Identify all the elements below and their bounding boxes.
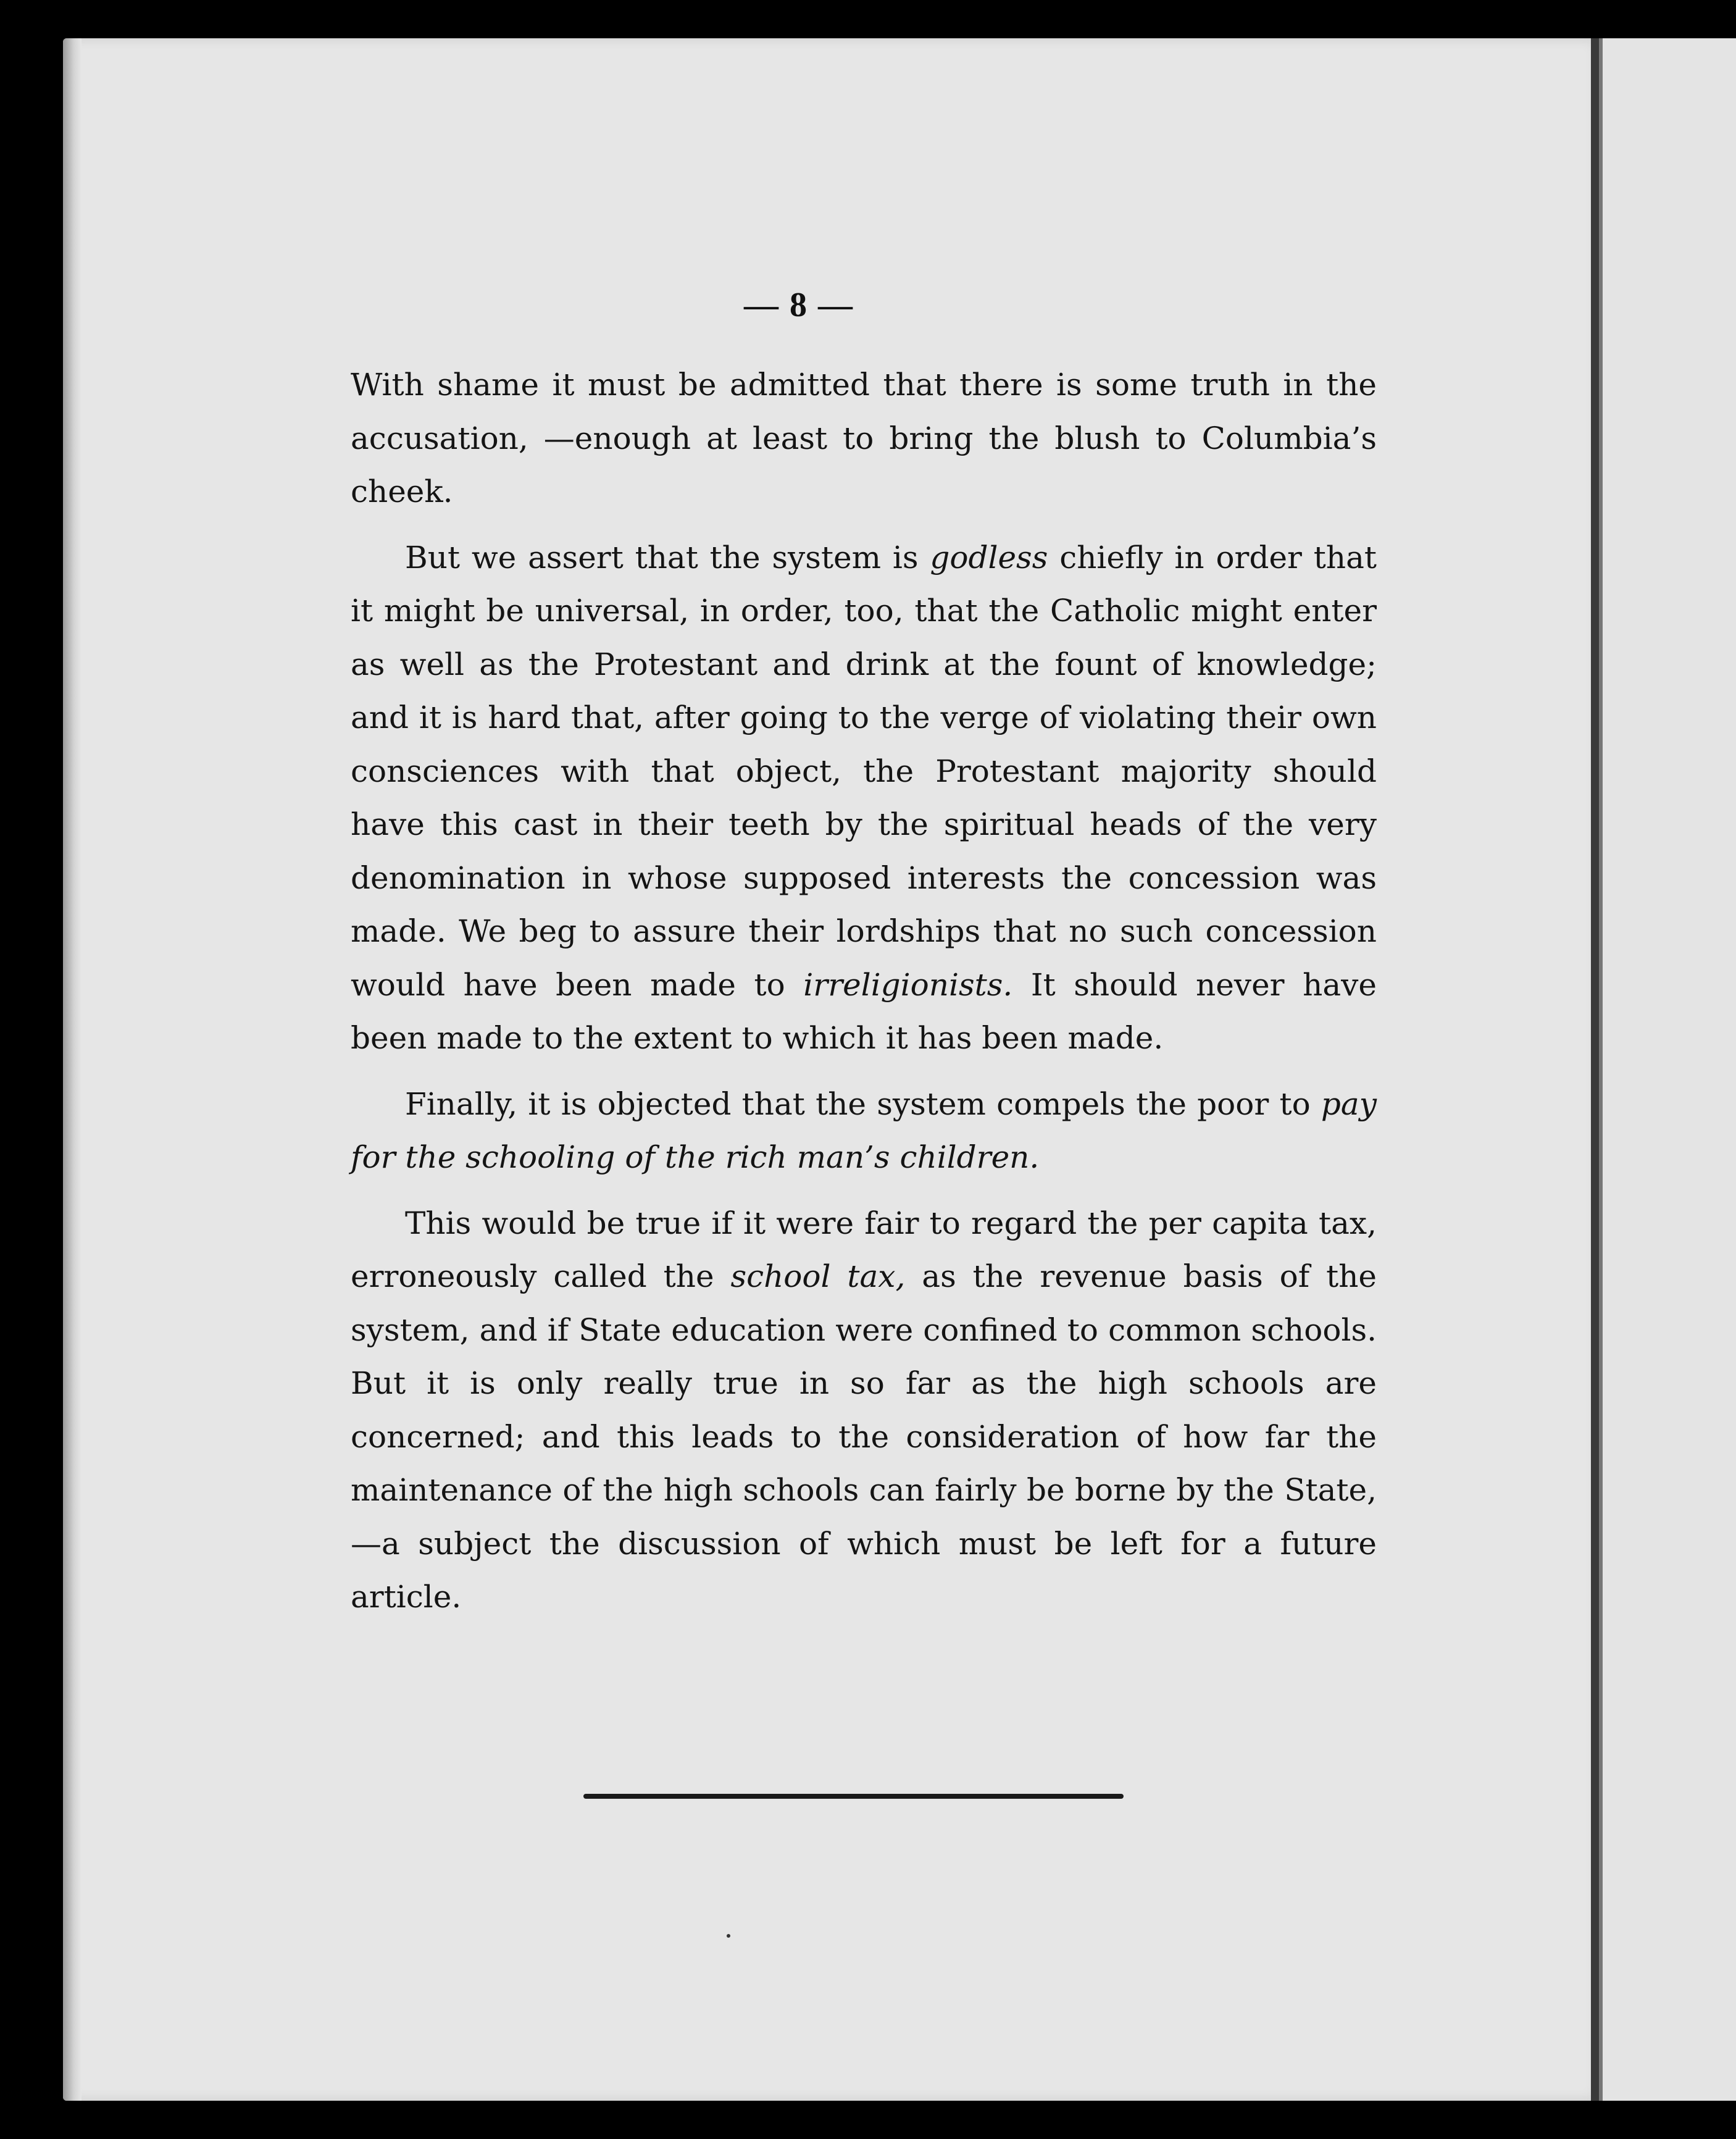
body-text-run: chiefly in order that it might be universal, in order, too, that the Catholic might enter as well as the Protestant and drink at the fount of knowledge; and it is hard that, after going to the verge of violating their own consciences with that object, the Protestant majority should have this cast in their teeth by the spiritual heads of the very denomination in whose supposed interests the concession was made. We beg to assure their lordships that no such concession would have been made to — [351, 539, 1377, 1003]
body-text-run: as the revenue basis of the system, and if State education were confined to common schools. But it is only really true in so far as the high schools are concerned; and this leads to the consideration of how far the maintenance of the high schools can fairly be borne by the State, —a subject the discussion of which must be left for a future article. — [351, 1258, 1377, 1615]
paragraph-4 — [351, 1197, 1377, 1624]
book-page — [63, 38, 1591, 2101]
binding-gutter — [1591, 38, 1599, 2101]
body-text-run: With shame it must be admitted that there is some truth in the accusation, —enough at least to bring the blush to Columbia’s cheek. — [351, 367, 1377, 509]
italic-text: school tax, — [730, 1258, 906, 1294]
body-text-run: This would be true if it were fair to regard the per capita tax, erroneously called the — [351, 1205, 1377, 1294]
paragraph-2 — [351, 531, 1377, 1065]
page-number: — 8 — — [744, 286, 854, 324]
ink-speck — [727, 1934, 730, 1938]
italic-text: pay for the schooling of the rich man’s children. — [351, 1086, 1377, 1175]
body-text-run: It should never have been made to the extent to which it has been made. — [351, 966, 1377, 1056]
italic-text: godless — [930, 539, 1048, 576]
body-text-run: But we assert that the system is — [405, 539, 930, 576]
adjacent-page-edge — [1599, 38, 1736, 2101]
body-text — [351, 358, 1377, 1624]
italic-text: irreligionists. — [803, 966, 1013, 1003]
closing-rule — [583, 1794, 1124, 1799]
body-text-run: Finally, it is objected that the system compels the poor to — [405, 1086, 1321, 1122]
paragraph-3 — [351, 1078, 1377, 1184]
page-edge — [63, 38, 81, 2101]
adjacent-page-rule — [1599, 38, 1603, 2101]
paragraph-1 — [351, 358, 1377, 519]
